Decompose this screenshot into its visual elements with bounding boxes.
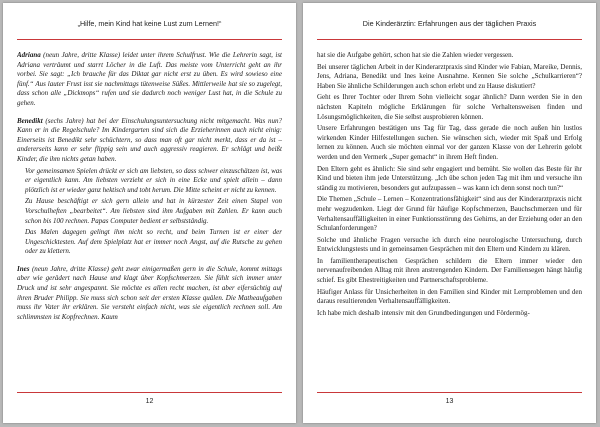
page-body (17, 51, 282, 381)
name-adriana: Adriana (17, 51, 41, 59)
paragraph: Bei unserer täglichen Arbeit in der Kinderarztpraxis sind Kinder wie Fabian, Mareike, Dennis, Jens, Adriana, Benedikt und Ines keine Ausnahme. Kennen Sie solche „Schulkarrieren“? Haben Sie ähnliche Schilderungen auch schon erlebt und zu Hause diskutiert? (317, 62, 582, 90)
paragraph-quote: Das Malen dagegen gelingt ihm nicht so recht, und beim Turnen ist er einer der Ungeschicktesten. Auf dem Spielplatz hat er immer noch Angst, auf die Rutsche zu gehen oder zu klettern. (25, 228, 282, 256)
paragraph: Ich habe mich deshalb intensiv mit den Grundbedingungen und Fördermög- (317, 308, 530, 317)
running-header: „Hilfe, mein Kind hat keine Lust zum Lernen!“ (77, 19, 222, 28)
paragraph-benedikt: Benedikt (sechs Jahre) hat bei der Einschulungsuntersuchung nicht mitgemacht. Was nun? Kann er in die Regelschule? Im Kindergarten sind sich die Erzieherinnen auch nicht einig: Einerseits ist Benedikt sehr schüchtern, so dass man oft gar nicht merkt, dass er da ist – andererseits kann er sehr flippig sein und auch aggressiv reagieren. Er schlägt und beißt Kinder, die ihm nichts getan haben. (17, 116, 282, 163)
paragraph: Die Themen „Schule – Lernen – Konzentrationsfähigkeit“ sind aus der Kinderarztpraxis nicht mehr wegzudenken. Liegt der Grund für häufige Kopfschmerzen, Bauchschmerzen und für Verhaltensauffälligkeiten in einer Funktionsstörung des Gehirns, an der Erziehung oder an den Schulanforderungen? (317, 195, 582, 233)
paragraph: hat sie die Aufgabe gehört, schon hat sie die Zahlen wieder vergessen. (317, 51, 514, 59)
running-header: Die Kinderärztin: Erfahrungen aus der täglichen Praxis (362, 19, 537, 28)
footer-rule (317, 392, 582, 393)
header-rule (317, 39, 582, 40)
paragraph: Solche und ähnliche Fragen versuche ich durch eine neurologische Untersuchung, durch Entwicklungstests und in gemeinsamen Gesprächen mit den Eltern und Kindern zu klären. (317, 235, 582, 254)
name-ines: Ines (17, 264, 30, 273)
name-benedikt: Benedikt (17, 116, 43, 125)
page-body (317, 51, 582, 381)
paragraph: Unsere Erfahrungen bestätigen uns Tag für Tag, dass gerade die noch außen hin lustlos wirkenden Kinder Hilfestellungen suchen. Sie wünschen sich, wieder mit Spaß und Erfolg lernen zu können. Auch sie möchten einmal vor der ganzen Klasse von der Lehrerin gelobt werden und den Vermerk „Super gemacht“ in ihrem Heft finden. (317, 124, 582, 161)
header-rule (17, 39, 282, 40)
paragraph-quote: Zu Hause beschäftigt er sich gern allein und hat in kürzester Zeit einen Stapel von Vorschulheften „bearbeitet“. Am liebsten sind ihm Aufgaben mit Zahlen. Er kann auch schon bis 100 rechnen. Papas Computer bedient er selbstständig. (25, 197, 282, 225)
left-page (3, 3, 296, 423)
footer-rule (17, 392, 282, 393)
right-page (303, 3, 596, 423)
paragraph: Häufiger Anlass für Unsicherheiten in den Familien sind Kinder mit Lernproblemen und den daraus resultierenden Verhaltensauffälligkeiten. (317, 287, 582, 306)
paragraph: In familientherapeutischen Gesprächen schildern die Eltern immer wieder den nervenaufreibenden Alltag mit ihren anstrengenden Kindern. Der Familiensegen hängt häufig schief. Es gibt Ehestreitigkeiten und Partnerschaftsprobleme. (317, 256, 582, 285)
page-number: 12 (145, 398, 154, 405)
paragraph: Den Eltern geht es ähnlich: Sie sind sehr engagiert und bemüht. Sie wollen das Beste für ihr Kind und bieten ihm jede Unterstützung. „Ich übe schon jeden Tag mit ihm und versuche ihn ständig zu motivieren, besonders gut aufzupassen – was kann ich denn sonst noch tun?“ (317, 164, 582, 192)
paragraph: Geht es Ihrer Tochter oder Ihrem Sohn vielleicht sogar ähnlich? Dann werden Sie in den nächsten Kapiteln mögliche Erklärungen für solche Verhaltensweisen finden und Lösungsmöglichkeiten, die Sie selbst ausprobieren können. (317, 93, 582, 121)
paragraph-ines: Ines (neun Jahre, dritte Klasse) geht zwar einigermaßen gern in die Schule, kommt mittags aber wie gerädert nach Hause und klagt über Kopfschmerzen. Sie fühlt sich immer unter Druck und ist sehr angespannt. Sie möchte es allen recht machen, ist aber eifersüchtig auf ihren Bruder Philipp. Sie muss sich schon seit der ersten Klasse quälen. Die Matheaufgaben muss ihr Vater ihr erklären. Sie versteht einfach nicht, was sie eigentlich rechnen soll. Am schlimmsten ist Kopfrechnen. Kaum (17, 264, 282, 321)
paragraph-quote: Vor gemeinsamen Spielen drückt er sich am liebsten, so dass schwer einzuschätzen ist, was er eigentlich kann. Am liebsten verzieht er sich in eine Ecke und spielt allein – dann plötzlich ist er wieder ganz hektisch und tobt herum. Die Mitte scheint er nicht zu kennen. (25, 166, 282, 194)
paragraph-adriana: Adriana (neun Jahre, dritte Klasse) leidet unter ihrem Schulfrust. Wie die Lehrerin sagt, ist Adriana verträumt und starrt Löcher in die Luft. Das meiste vom Unterricht geht an ihr vorbei. Sie sagt: „Ich brauche für das Diktat gar nicht erst zu üben. Es wird sowieso eine fünf.“ Aus lauter Frust isst sie nachmittags tütenweise Süßes. Mittlerweile hat sie so zugelegt, dass schon alle „Dickmops“ rufen und sie dadurch noch weniger Lust hat, in die Schule zu gehen. (17, 51, 282, 107)
page-number: 13 (445, 398, 454, 405)
